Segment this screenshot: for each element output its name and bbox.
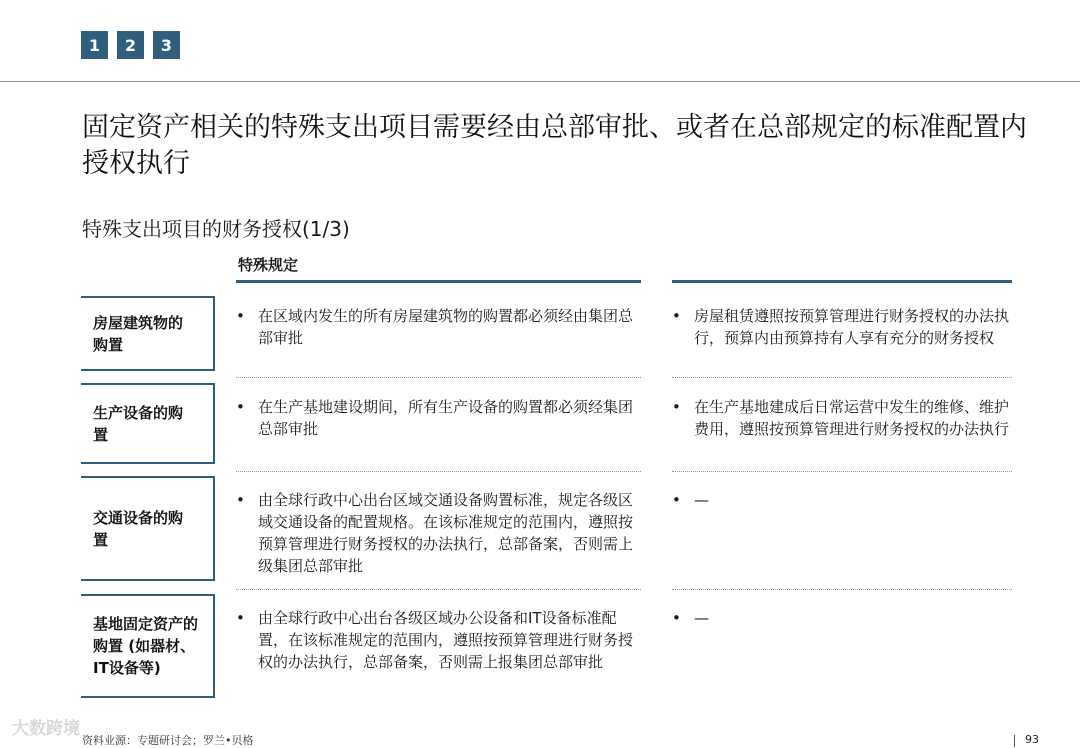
- header-divider: [0, 81, 1080, 82]
- row-label-text: 房屋建筑物的购置: [93, 313, 184, 354]
- watermark-logo: 大数跨境: [12, 719, 80, 739]
- source-note: 资料业源：专题研讨会；罗兰•贝格: [82, 734, 254, 747]
- cell-text: —: [694, 491, 709, 509]
- section-subtitle: 特殊支出项目的财务授权(1/3): [82, 217, 350, 241]
- row-label-text: 交通设备的购置: [93, 508, 184, 549]
- bullet-icon: •: [236, 307, 245, 325]
- cell-text: 在生产基地建成后日常运营中发生的维修、维护费用，遵照按预算管理进行财务授权的办法执行: [694, 398, 1010, 438]
- bullet-icon: •: [236, 609, 245, 627]
- cell-text: 房屋租赁遵照按预算管理进行财务授权的办法执行，预算内由预算持有人享有充分的财务授权: [694, 307, 1010, 347]
- cell-text: 在生产基地建设期间，所有生产设备的购置都必须经集团总部审批: [258, 398, 634, 438]
- bullet-icon: •: [672, 307, 681, 325]
- row-divider: [672, 471, 1012, 472]
- row-1-right-cell: [672, 305, 1012, 349]
- step-2-tab[interactable]: 2: [117, 31, 144, 59]
- row-divider: [236, 377, 641, 378]
- row-4-left-cell: [236, 607, 641, 673]
- row-divider: [672, 589, 1012, 590]
- row-3-right-cell: [672, 489, 1012, 511]
- cell-text: —: [694, 609, 709, 627]
- row-divider: [236, 589, 641, 590]
- bullet-icon: •: [236, 398, 245, 416]
- step-1-tab[interactable]: 1: [81, 31, 108, 59]
- row-label-base-fixed-assets: [81, 594, 215, 698]
- bullet-icon: •: [672, 491, 681, 509]
- cell-text: 在区域内发生的所有房屋建筑物的购置都必须经由集团总部审批: [258, 307, 634, 347]
- bullet-icon: •: [236, 491, 245, 509]
- row-label-text: 基地固定资产的购置 (如器材、IT设备等): [93, 615, 199, 677]
- cell-text: 由全球行政中心出台区域交通设备购置标准，规定各级区域交通设备的配置规格。在该标准规定的范围内，遵照按预算管理进行财务授权的办法执行，总部备案，否则需上级集团总部审批: [258, 491, 634, 575]
- step-3-tab[interactable]: 3: [153, 31, 180, 59]
- page-title: 固定资产相关的特殊支出项目需要经由总部审批、或者在总部规定的标准配置内授权执行: [82, 112, 1027, 179]
- column-header: 特殊规定: [238, 256, 299, 274]
- row-2-left-cell: [236, 396, 641, 440]
- page-number: 93: [1025, 733, 1039, 746]
- bullet-icon: •: [672, 609, 681, 627]
- row-label-production-equipment: [81, 383, 215, 464]
- row-label-text: 生产设备的购置: [93, 403, 184, 444]
- row-4-right-cell: [672, 607, 1012, 629]
- row-label-transport-equipment: [81, 476, 215, 581]
- row-1-left-cell: [236, 305, 641, 349]
- cell-text: 由全球行政中心出台各级区域办公设备和IT设备标准配置，在该标准规定的范围内，遵照按预算管理进行财务授权的办法执行，总部备案，否则需上报集团总部审批: [258, 609, 634, 671]
- row-divider: [672, 377, 1012, 378]
- row-3-left-cell: [236, 489, 641, 577]
- column-header-rule-left: [236, 280, 641, 283]
- column-header-rule-right: [672, 280, 1012, 283]
- footer-divider: [1014, 735, 1015, 747]
- row-2-right-cell: [672, 396, 1012, 440]
- row-label-building: [81, 296, 215, 371]
- row-divider: [236, 471, 641, 472]
- bullet-icon: •: [672, 398, 681, 416]
